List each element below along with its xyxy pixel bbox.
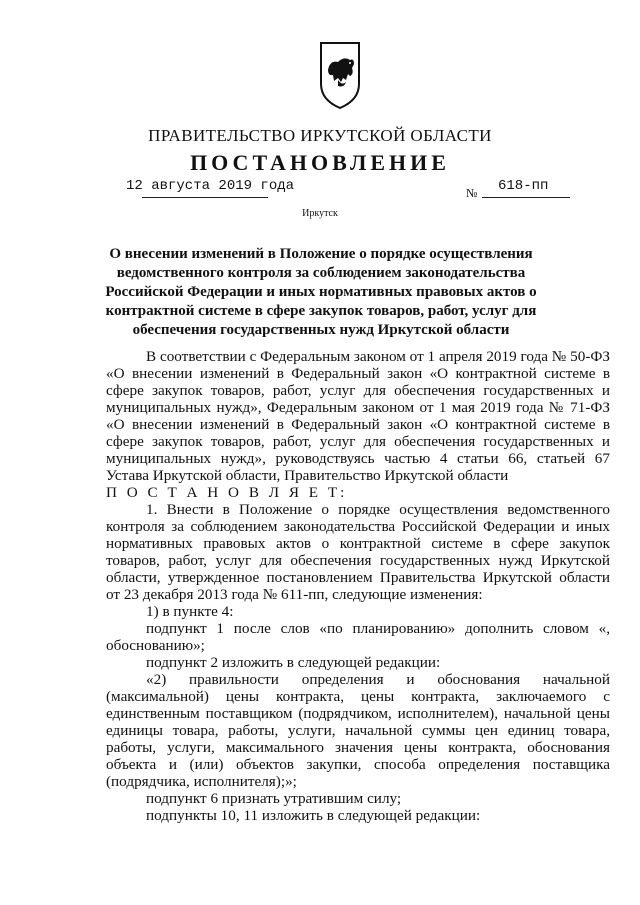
date-underline — [142, 197, 268, 198]
decree-date: 12 августа 2019 года — [126, 178, 295, 194]
clause-1: 1. Внести в Положение о порядке осуществления ведомственного контроля за соблюдением законодательства Российской Федерации и иных нормативных правовых актов о контрактной системе в сфере закупок товаров, работ, услуг для обеспечения государственных нужд Иркутской области, утвержденное постановлением Правительства Иркутской области от 23 декабря 2013 года № 611-пп, следующие изменения: — [106, 501, 610, 603]
number-sign: № — [466, 186, 478, 200]
clause-1-subitem: 1) в пункте 4: — [146, 603, 234, 620]
subclause-1: подпункт 1 после слов «по планированию» дополнить словом «, обоснованию»; — [106, 620, 610, 654]
subclause-2-text: «2) правильности определения и обоснования начальной (максимальной) цены контракта, цены контракта, заключаемого с единственным поставщиком (подрядчиком, исполнителем), начальной цены единицы товара, работы, услуги, начальной суммы цен единиц товара, работы, услуги, максимального значения цены контракта, обоснования объекта и (или) объектов закупки, способа определения поставщика (подрядчика, исполнителя);»; — [106, 671, 610, 790]
decree-title: О внесении изменений в Положение о порядке осуществления ведомственного контроля за соблюдением законодательства Российской Федерации и иных нормативных правовых актов о контрактной системе в сфере закупок товаров, работ, услуг для обеспечения государственных нужд Иркутской области — [105, 246, 537, 338]
subclauses-10-11: подпункты 10, 11 изложить в следующей редакции: — [146, 807, 481, 824]
city: Иркутск — [302, 208, 338, 219]
government-name: ПРАВИТЕЛЬСТВО ИРКУТСКОЙ ОБЛАСТИ — [148, 126, 492, 145]
number-underline — [482, 197, 570, 198]
subclause-6: подпункт 6 признать утратившим силу; — [146, 790, 402, 807]
irkutsk-coat-of-arms-icon — [318, 40, 362, 112]
resolves-heading: П О С Т А Н О В Л Я Е Т: — [106, 484, 348, 501]
subclause-2-intro: подпункт 2 изложить в следующей редакции: — [146, 654, 441, 671]
decree-number: 618-пп — [498, 178, 549, 194]
preamble-paragraph: В соответствии с Федеральным законом от 1 апреля 2019 года № 50-ФЗ «О внесении изменений в Федеральный закон «О контрактной системе в сфере закупок товаров, работ, услуг для обеспечения государственных и муниципальных нужд», Федеральным законом от 1 мая 2019 года № 71-ФЗ «О внесении изменений в Федеральный закон «О контрактной системе в сфере закупок товаров, работ, услуг для обеспечения государственных и муниципальных нужд», руководствуясь частью 4 статьи 66, статьей 67 Устава Иркутской области, Правительство Иркутской области — [106, 348, 610, 484]
decree-body — [106, 348, 610, 824]
document-type: ПОСТАНОВЛЕНИЕ — [190, 150, 450, 175]
